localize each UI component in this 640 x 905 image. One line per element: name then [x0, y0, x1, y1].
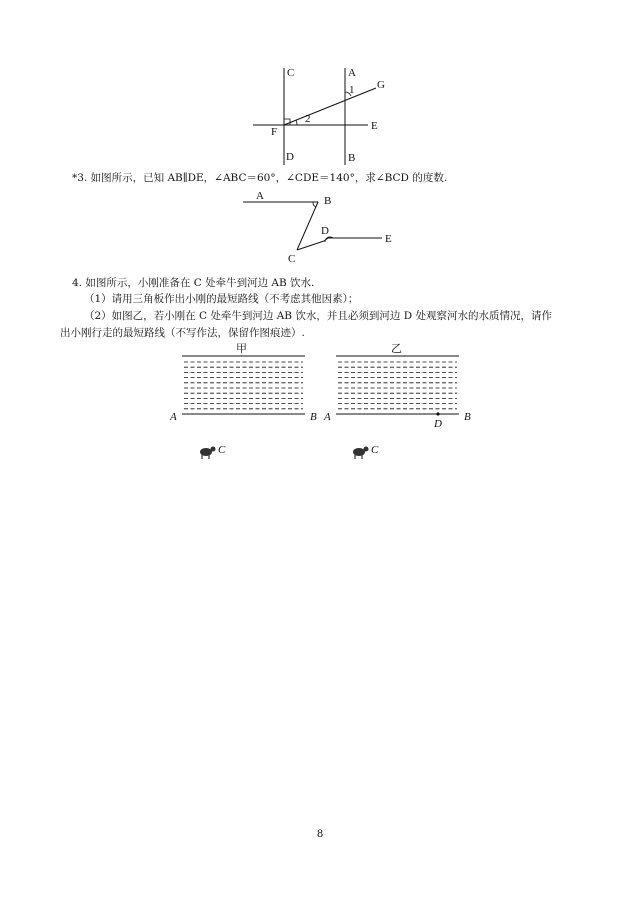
- figure-jia: [169, 342, 317, 459]
- label-b: B: [464, 411, 471, 423]
- label-d: D: [286, 151, 294, 163]
- label-angle-2: 2: [305, 113, 311, 125]
- river-figures: [0, 340, 640, 470]
- figure-jia-title: 甲: [236, 343, 247, 355]
- figure-1: [0, 0, 640, 180]
- label-a: A: [170, 411, 177, 423]
- page-number: 8: [316, 829, 324, 840]
- label-c: C: [371, 444, 379, 456]
- label-a: A: [256, 190, 264, 202]
- label-e: E: [385, 233, 392, 245]
- figure-problem-3: [0, 190, 640, 270]
- label-f: F: [271, 126, 278, 138]
- label-a: A: [348, 67, 356, 79]
- label-a: A: [324, 411, 331, 423]
- label-d: D: [434, 418, 442, 430]
- cow-icon: [353, 447, 369, 460]
- point-d: [436, 412, 439, 415]
- label-e: E: [371, 120, 378, 132]
- label-b: B: [310, 411, 317, 423]
- label-g: G: [377, 79, 385, 91]
- problem-4-part-2-line-2: 出小刚行走的最短路线（不写作法，保留作图痕迹）.: [60, 327, 305, 339]
- label-b: B: [348, 152, 356, 164]
- label-c: C: [218, 444, 226, 456]
- figure-yi-title: 乙: [391, 343, 402, 355]
- label-c: C: [288, 253, 296, 265]
- problem-4-intro: 4. 如图所示，小刚准备在 C 处牵牛到河边 AB 饮水.: [72, 277, 315, 289]
- figure-yi: [323, 342, 471, 459]
- label-c: C: [287, 67, 295, 79]
- label-angle-1: 1: [349, 84, 355, 96]
- problem-3-text: *3. 如图所示，已知 AB∥DE，∠ABC＝60°，∠CDE＝140°，求∠BCD 的度数.: [72, 172, 448, 184]
- cow-icon: [200, 447, 216, 460]
- problem-4-part-2-line-1: （2）如图乙，若小刚在 C 处牵牛到河边 AB 饮水，并且必须到河边 D 处观察河水的水质情况，请作: [84, 310, 552, 322]
- label-d: D: [321, 225, 329, 237]
- label-b: B: [324, 195, 332, 207]
- problem-4-part-1: （1）请用三角板作出小刚的最短路线（不考虑其他因素）；: [84, 293, 359, 305]
